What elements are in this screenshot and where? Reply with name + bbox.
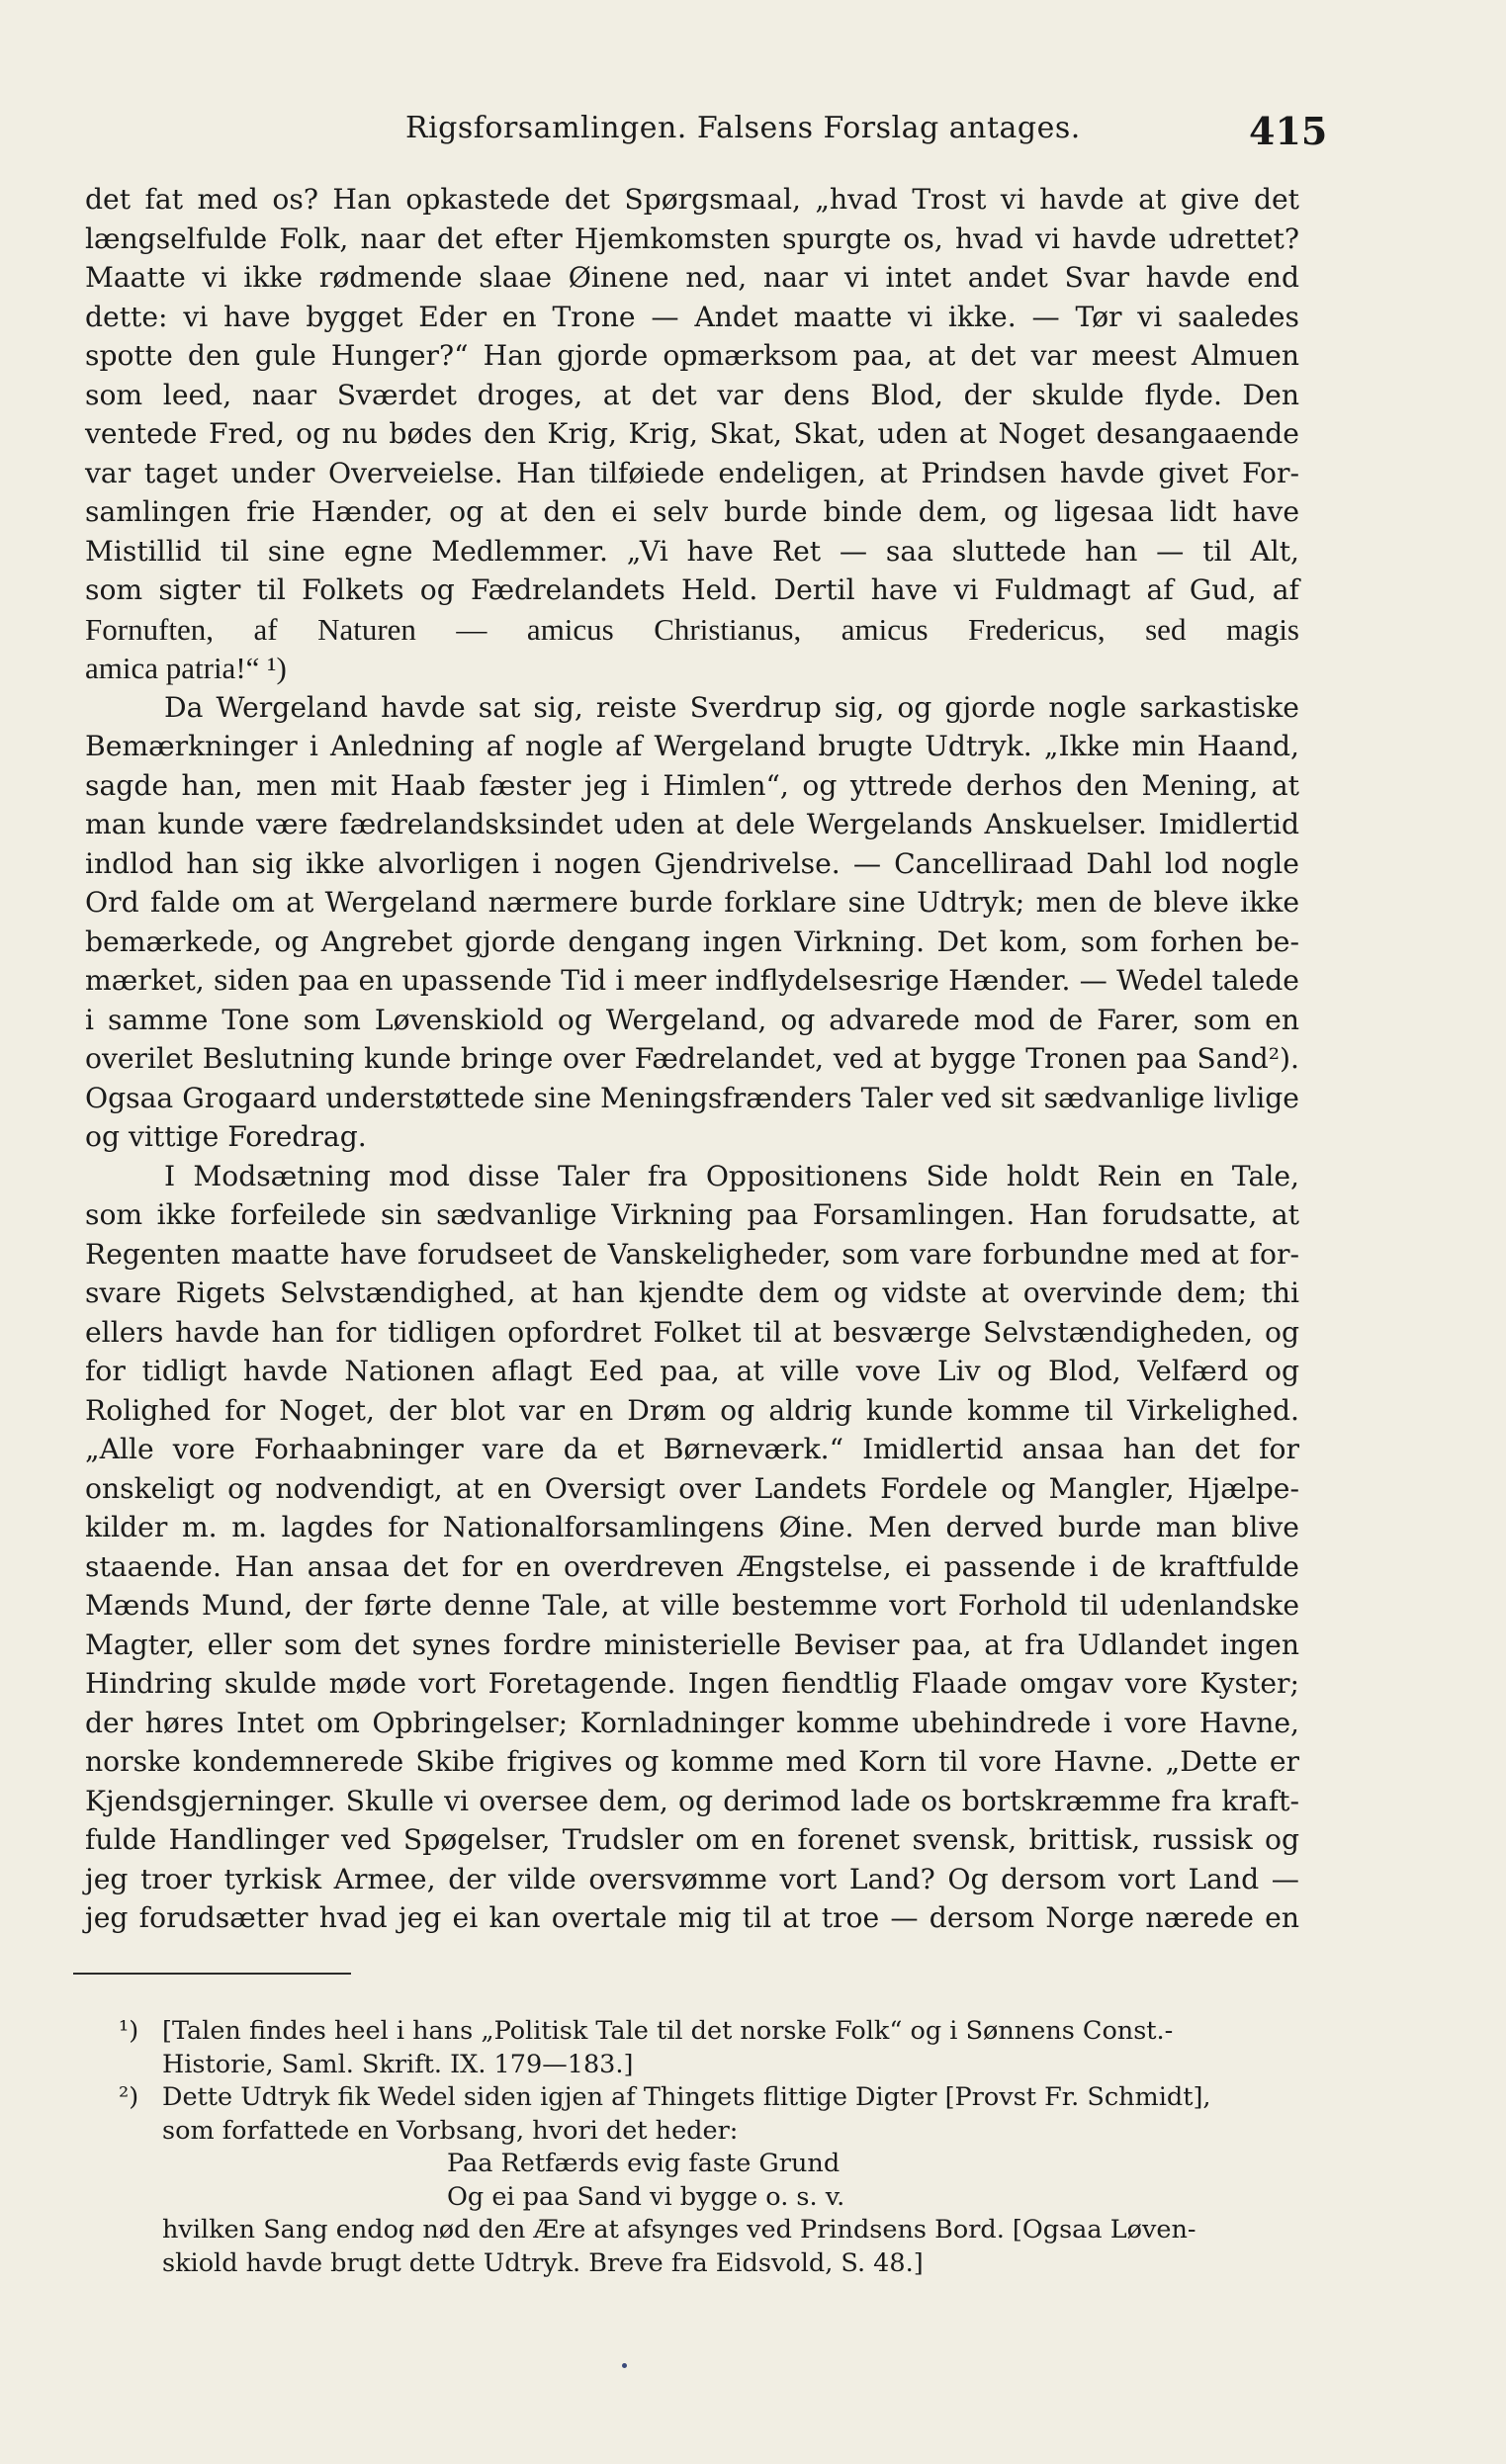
body-text [85,180,1299,1938]
text-line: norske kondemnerede Skibe frigives og komme med Korn til vore Havne. „Dette er [85,1745,1299,1778]
text-line: og vittige Foredrag. [85,1120,367,1153]
text-line: som sigter til Folkets og Fædrelandets Held. Dertil have vi Fuldmagt af Gud, af [85,573,1299,606]
text-line: dette: vi have bygget Eder en Trone — Andet maatte vi ikke. — Tør vi saaledes [85,300,1299,333]
text-line-latin: Fornuften, af Naturen — amicus Christianus, amicus Fredericus, sed magis [85,611,1299,647]
paragraph-start: I Modsætning mod disse Taler fra Oppositionens Side holdt Rein en Tale, [164,1159,1299,1192]
text-line: „Alle vore Forhaabninger vare da et Børneværk.“ Imidlertid ansaa han det for [85,1433,1299,1465]
footnote-text: Dette Udtryk fik Wedel siden igjen af Thingets flittige Digter [Provst Fr. Schmidt], [162,2082,1211,2112]
text-line: spotte den gule Hunger?“ Han gjorde opmærksom paa, at det var meest Almuen [85,339,1299,372]
text-line: Rolighed for Noget, der blot var en Drøm og aldrig kunde komme til Virkelighed. [85,1393,1299,1427]
text-line: bemærkede, og Angrebet gjorde dengang ingen Virkning. Det kom, som forhen be- [85,924,1299,958]
text-line: Kjendsgjerninger. Skulle vi oversee dem, og derimod lade os bortskræmme fra kraft- [85,1784,1299,1817]
text-line: Regenten maatte have forudseet de Vanskeligheder, som vare forbundne med at for- [85,1237,1299,1271]
verse-line: Paa Retfærds evig faste Grund [447,2149,841,2178]
text-line: Mistillid til sine egne Medlemmer. „Vi have Ret — saa sluttede han — til Alt, [85,534,1299,568]
text-line: svare Rigets Selvstændighed, at han kjendte dem og vidste at overvinde dem; thi [85,1276,1299,1309]
footnote-1 [119,2015,1301,2049]
text-line: det fat med os? Han opkastede det Spørgsmaal, „hvad Trost vi havde at give det [85,183,1299,216]
text-line: staaende. Han ansaa det for en overdreven Ængstelse, ei passende i de kraftfulde [85,1549,1299,1583]
text-line: der høres Intet om Opbringelser; Kornladninger komme ubehindrede i vore Havne, [85,1706,1299,1739]
ink-speck [622,2363,627,2368]
text-line: overilet Beslutning kunde bringe over Fædrelandet, ved at bygge Tronen paa Sand²). [85,1042,1299,1075]
text-line: Ord falde om at Wergeland nærmere burde forklare sine Udtryk; men de bleve ikke [85,886,1299,919]
footnote-text: [Talen findes heel i hans „Politisk Tale til det norske Folk“ og i Sønnens Const.- [162,2016,1174,2046]
text-line: ellers havde han for tidligen opfordret Folket til at besværge Selvstændigheden, og [85,1315,1299,1349]
text-line: som leed, naar Sværdet droges, at det var dens Blod, der skulde flyde. Den [85,378,1299,411]
text-line: Ogsaa Grogaard understøttede sine Meningsfrænders Taler ved sit sædvanlige livlige [85,1081,1299,1114]
verse-line: Og ei paa Sand vi bygge o. s. v. [447,2181,845,2212]
text-line: længselfulde Folk, naar det efter Hjemkomsten spurgte os, hvad vi havde udrettet? [85,221,1299,255]
text-line: Magter, eller som det synes fordre ministerielle Beviser paa, at fra Udlandet ingen [85,1628,1299,1661]
text-line: jeg troer tyrkisk Armee, der vilde oversvømme vort Land? Og dersom vort Land — [85,1862,1299,1895]
footnote-2 [119,2081,1301,2115]
text-line: kilder m. m. lagdes for Nationalforsamlingens Øine. Men derved burde man blive [85,1511,1299,1543]
footnote-line: skiold havde brugt dette Udtryk. Breve fra Eidsvold, S. 48.] [162,2247,924,2278]
text-line-latin: amica patria!“ ¹) [85,651,287,685]
paragraph-start: Da Wergeland havde sat sig, reiste Sverdrup sig, og gjorde nogle sarkastiske [164,690,1299,724]
text-line: samlingen frie Hænder, og at den ei selv burde binde dem, og ligesaa lidt have [85,495,1299,528]
text-line: i samme Tone som Løvenskiold og Wergeland, og advarede mod de Farer, som en [85,1003,1299,1036]
footnotes [119,2015,1301,2280]
text-line: sagde han, men mit Haab fæster jeg i Himlen“, og yttrede derhos den Mening, at [85,768,1299,802]
text-line: var taget under Overveielse. Han tilføiede endeligen, at Prindsen havde givet For- [85,456,1299,489]
footnote-marker: ¹) [119,2016,139,2046]
footnote-marker: ²) [119,2082,139,2112]
footnote-line: som forfattede en Vorbsang, hvori det heder: [162,2115,739,2146]
text-line: indlod han sig ikke alvorligen i nogen Gjendrivelse. — Cancelliraad Dahl lod nogle [85,846,1299,880]
text-line: som ikke forfeilede sin sædvanlige Virkning paa Forsamlingen. Han forudsatte, at [85,1198,1299,1231]
footnote-line: hvilken Sang endog nød den Ære at afsynges ved Prindsens Bord. [Ogsaa Løven- [162,2215,1196,2244]
text-line: Bemærkninger i Anledning af nogle af Wergeland brugte Udtryk. „Ikke min Haand, [85,730,1299,762]
text-line: ventede Fred, og nu bødes den Krig, Krig, Skat, Skat, uden at Noget desangaaende [85,417,1299,450]
text-line: Hindring skulde møde vort Foretagende. Ingen fiendtlig Flaade omgav vore Kyster; [85,1667,1299,1700]
text-line: Maatte vi ikke rødmende slaae Øinene ned, naar vi intet andet Svar havde end [85,261,1299,294]
running-head: Rigsforsamlingen. Falsens Forslag antages. [405,111,1081,145]
text-line: man kunde være fædrelandsksindet uden at dele Wergelands Anskuelser. Imidlertid [85,808,1299,840]
page-number: 415 [1249,109,1328,153]
text-line: mærket, siden paa en upassende Tid i meer indflydelsesrige Hænder. — Wedel talede [85,964,1299,997]
footnote-line: Historie, Saml. Skrift. IX. 179—183.] [162,2049,634,2079]
footnote-divider [73,1973,351,1975]
text-line: Mænds Mund, der førte denne Tale, at ville bestemme vort Forhold til udenlandske [85,1589,1299,1622]
text-line: jeg forudsætter hvad jeg ei kan overtale mig til at troe — dersom Norge nærede en [85,1901,1299,1934]
text-line: onskeligt og nodvendigt, at en Oversigt over Landets Fordele og Mangler, Hjælpe- [85,1471,1299,1505]
text-line: for tidligt havde Nationen aflagt Eed paa, at ville vove Liv og Blod, Velfærd og [85,1355,1299,1387]
text-line: fulde Handlinger ved Spøgelser, Trudsler om en forenet svensk, brittisk, russisk og [85,1823,1299,1856]
